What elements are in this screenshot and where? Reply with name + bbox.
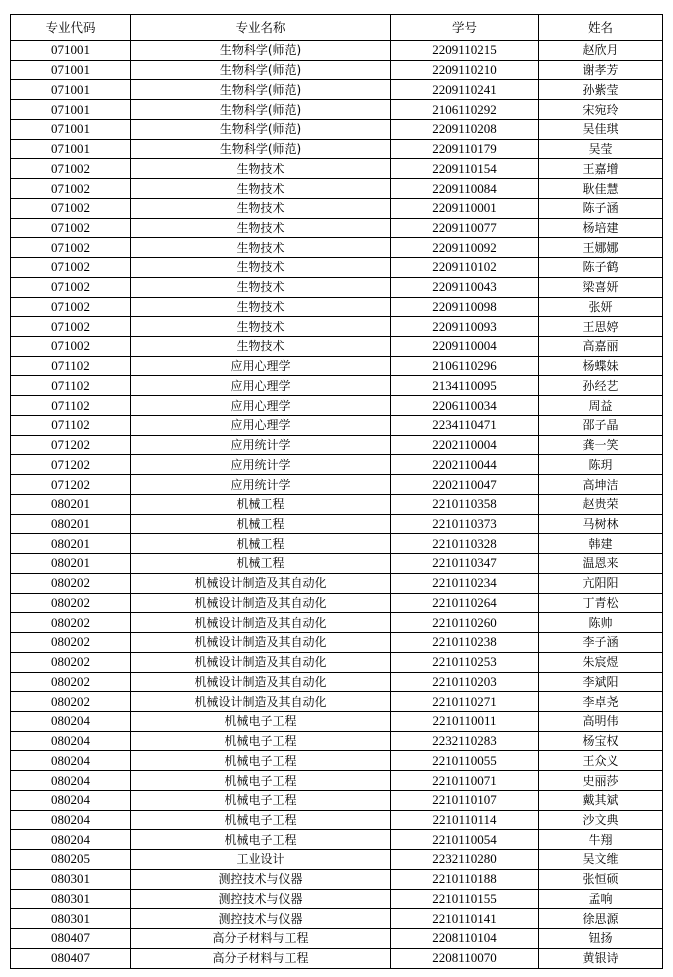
name-cell: 李卓尧 (539, 692, 663, 712)
major-code-cell: 071202 (11, 435, 131, 455)
major-name-cell: 机械设计制造及其自动化 (131, 633, 391, 653)
major-code-cell: 071102 (11, 356, 131, 376)
name-cell: 邵子晶 (539, 415, 663, 435)
major-name-cell: 测控技术与仪器 (131, 869, 391, 889)
major-code-cell: 071002 (11, 277, 131, 297)
student-id-cell: 2210110155 (391, 889, 539, 909)
major-name-cell: 高分子材料与工程 (131, 929, 391, 949)
student-id-cell: 2209110093 (391, 317, 539, 337)
student-id-cell: 2209110084 (391, 179, 539, 199)
major-code-cell: 080301 (11, 909, 131, 929)
student-id-cell: 2210110141 (391, 909, 539, 929)
major-name-cell: 生物技术 (131, 179, 391, 199)
major-code-cell: 080204 (11, 771, 131, 791)
table-row (11, 751, 663, 771)
student-id-cell: 2210110271 (391, 692, 539, 712)
student-id-cell: 2209110043 (391, 277, 539, 297)
major-name-cell: 机械电子工程 (131, 711, 391, 731)
table-row (11, 435, 663, 455)
name-cell: 马树林 (539, 514, 663, 534)
major-name-cell: 机械设计制造及其自动化 (131, 652, 391, 672)
table-row (11, 494, 663, 514)
name-cell: 亢阳阳 (539, 573, 663, 593)
major-code-cell: 071002 (11, 258, 131, 278)
major-name-cell: 应用统计学 (131, 475, 391, 495)
major-code-cell: 071002 (11, 159, 131, 179)
major-name-cell: 机械电子工程 (131, 771, 391, 791)
major-code-cell: 071001 (11, 100, 131, 120)
major-code-cell: 071002 (11, 238, 131, 258)
major-code-cell: 080407 (11, 929, 131, 949)
major-name-cell: 生物技术 (131, 198, 391, 218)
table-row (11, 317, 663, 337)
table-row (11, 198, 663, 218)
major-code-cell: 071002 (11, 317, 131, 337)
major-name-cell: 生物技术 (131, 317, 391, 337)
student-id-cell: 2208110104 (391, 929, 539, 949)
name-cell: 黄银诗 (539, 948, 663, 968)
name-cell: 耿佳慧 (539, 179, 663, 199)
student-id-cell: 2232110280 (391, 850, 539, 870)
student-id-cell: 2209110208 (391, 119, 539, 139)
table-row (11, 810, 663, 830)
table-row (11, 948, 663, 968)
major-name-cell: 机械电子工程 (131, 790, 391, 810)
major-code-cell: 080201 (11, 534, 131, 554)
major-name-cell: 生物技术 (131, 238, 391, 258)
major-code-cell: 080204 (11, 751, 131, 771)
major-code-cell: 071102 (11, 415, 131, 435)
major-name-cell: 机械工程 (131, 514, 391, 534)
student-id-cell: 2210110054 (391, 830, 539, 850)
major-code-cell: 080204 (11, 810, 131, 830)
student-id-cell: 2209110102 (391, 258, 539, 278)
major-name-cell: 机械设计制造及其自动化 (131, 573, 391, 593)
student-id-cell: 2209110179 (391, 139, 539, 159)
name-cell: 陈子鹤 (539, 258, 663, 278)
name-cell: 钮扬 (539, 929, 663, 949)
name-cell: 徐思源 (539, 909, 663, 929)
major-name-cell: 应用统计学 (131, 455, 391, 475)
major-code-cell: 080201 (11, 554, 131, 574)
student-id-cell: 2134110095 (391, 376, 539, 396)
major-code-cell: 071002 (11, 297, 131, 317)
table-row (11, 41, 663, 61)
student-id-cell: 2210110011 (391, 711, 539, 731)
table-body (11, 41, 663, 969)
major-name-cell: 应用心理学 (131, 396, 391, 416)
major-name-cell: 生物科学(师范) (131, 100, 391, 120)
table-row (11, 554, 663, 574)
major-code-cell: 071001 (11, 60, 131, 80)
table-row (11, 613, 663, 633)
header-row (11, 15, 663, 41)
major-code-cell: 071001 (11, 119, 131, 139)
name-cell: 王娜娜 (539, 238, 663, 258)
name-cell: 温恩来 (539, 554, 663, 574)
major-code-cell: 080202 (11, 672, 131, 692)
major-name-cell: 生物技术 (131, 258, 391, 278)
table-row (11, 692, 663, 712)
name-cell: 杨宝权 (539, 731, 663, 751)
header-name: 姓名 (539, 15, 663, 41)
table-row (11, 396, 663, 416)
table-row (11, 929, 663, 949)
student-id-cell: 2208110070 (391, 948, 539, 968)
major-name-cell: 生物科学(师范) (131, 139, 391, 159)
table-row (11, 159, 663, 179)
student-id-cell: 2209110098 (391, 297, 539, 317)
table-row (11, 534, 663, 554)
name-cell: 牛翔 (539, 830, 663, 850)
major-code-cell: 080204 (11, 731, 131, 751)
name-cell: 吴佳琪 (539, 119, 663, 139)
major-name-cell: 应用心理学 (131, 356, 391, 376)
major-code-cell: 080202 (11, 692, 131, 712)
major-code-cell: 071002 (11, 218, 131, 238)
student-list-table (10, 14, 663, 969)
student-id-cell: 2210110328 (391, 534, 539, 554)
header-major-code: 专业代码 (11, 15, 131, 41)
major-name-cell: 生物技术 (131, 218, 391, 238)
major-code-cell: 071202 (11, 475, 131, 495)
table-row (11, 356, 663, 376)
table-row (11, 277, 663, 297)
name-cell: 杨培建 (539, 218, 663, 238)
student-id-cell: 2209110215 (391, 41, 539, 61)
major-code-cell: 080204 (11, 790, 131, 810)
name-cell: 梁喜妍 (539, 277, 663, 297)
name-cell: 高明伟 (539, 711, 663, 731)
name-cell: 吴莹 (539, 139, 663, 159)
major-name-cell: 生物科学(师范) (131, 119, 391, 139)
name-cell: 王嘉增 (539, 159, 663, 179)
major-code-cell: 080201 (11, 494, 131, 514)
major-code-cell: 080201 (11, 514, 131, 534)
name-cell: 杨蝶妹 (539, 356, 663, 376)
name-cell: 陈帅 (539, 613, 663, 633)
student-id-cell: 2232110283 (391, 731, 539, 751)
student-id-cell: 2210110107 (391, 790, 539, 810)
name-cell: 孙紫莹 (539, 80, 663, 100)
major-name-cell: 机械设计制造及其自动化 (131, 692, 391, 712)
table-row (11, 850, 663, 870)
student-id-cell: 2209110001 (391, 198, 539, 218)
major-code-cell: 071202 (11, 455, 131, 475)
student-id-cell: 2210110264 (391, 593, 539, 613)
student-id-cell: 2210110234 (391, 573, 539, 593)
major-code-cell: 071002 (11, 337, 131, 357)
major-name-cell: 生物技术 (131, 297, 391, 317)
student-id-cell: 2210110238 (391, 633, 539, 653)
name-cell: 韩建 (539, 534, 663, 554)
table-row (11, 60, 663, 80)
table-row (11, 258, 663, 278)
table-row (11, 297, 663, 317)
major-name-cell: 高分子材料与工程 (131, 948, 391, 968)
student-id-cell: 2106110296 (391, 356, 539, 376)
name-cell: 周益 (539, 396, 663, 416)
name-cell: 李斌阳 (539, 672, 663, 692)
major-code-cell: 071102 (11, 376, 131, 396)
table-row (11, 711, 663, 731)
major-code-cell: 080202 (11, 593, 131, 613)
student-id-cell: 2209110154 (391, 159, 539, 179)
table-row (11, 652, 663, 672)
major-code-cell: 080205 (11, 850, 131, 870)
major-code-cell: 080202 (11, 633, 131, 653)
student-id-cell: 2209110004 (391, 337, 539, 357)
student-id-cell: 2206110034 (391, 396, 539, 416)
name-cell: 孙经艺 (539, 376, 663, 396)
table-row (11, 771, 663, 791)
name-cell: 宋宛玲 (539, 100, 663, 120)
name-cell: 孟响 (539, 889, 663, 909)
student-id-cell: 2209110210 (391, 60, 539, 80)
major-name-cell: 工业设计 (131, 850, 391, 870)
major-name-cell: 生物技术 (131, 337, 391, 357)
name-cell: 戴其斌 (539, 790, 663, 810)
student-id-cell: 2234110471 (391, 415, 539, 435)
name-cell: 谢孝芳 (539, 60, 663, 80)
major-name-cell: 应用心理学 (131, 376, 391, 396)
student-id-cell: 2210110260 (391, 613, 539, 633)
table-row (11, 376, 663, 396)
student-id-cell: 2210110373 (391, 514, 539, 534)
name-cell: 沙文典 (539, 810, 663, 830)
major-code-cell: 071001 (11, 41, 131, 61)
student-id-cell: 2210110114 (391, 810, 539, 830)
major-name-cell: 机械工程 (131, 494, 391, 514)
major-name-cell: 机械电子工程 (131, 830, 391, 850)
student-id-cell: 2202110044 (391, 455, 539, 475)
major-name-cell: 机械工程 (131, 534, 391, 554)
table-row (11, 337, 663, 357)
student-id-cell: 2210110358 (391, 494, 539, 514)
student-id-cell: 2106110292 (391, 100, 539, 120)
header-major-name: 专业名称 (131, 15, 391, 41)
name-cell: 高嘉丽 (539, 337, 663, 357)
major-name-cell: 应用统计学 (131, 435, 391, 455)
table-row (11, 830, 663, 850)
major-name-cell: 生物科学(师范) (131, 60, 391, 80)
table-row (11, 731, 663, 751)
student-id-cell: 2209110241 (391, 80, 539, 100)
name-cell: 陈玥 (539, 455, 663, 475)
student-id-cell: 2210110188 (391, 869, 539, 889)
name-cell: 龚一笑 (539, 435, 663, 455)
major-name-cell: 测控技术与仪器 (131, 889, 391, 909)
major-code-cell: 071102 (11, 396, 131, 416)
table-row (11, 455, 663, 475)
table-row (11, 475, 663, 495)
table-row (11, 179, 663, 199)
table-row (11, 100, 663, 120)
major-code-cell: 071002 (11, 179, 131, 199)
major-name-cell: 应用心理学 (131, 415, 391, 435)
name-cell: 赵贵荣 (539, 494, 663, 514)
table-row (11, 119, 663, 139)
name-cell: 张妍 (539, 297, 663, 317)
major-code-cell: 071001 (11, 80, 131, 100)
major-name-cell: 机械电子工程 (131, 810, 391, 830)
name-cell: 丁青松 (539, 593, 663, 613)
name-cell: 史丽莎 (539, 771, 663, 791)
major-name-cell: 生物科学(师范) (131, 41, 391, 61)
student-id-cell: 2210110347 (391, 554, 539, 574)
major-name-cell: 机械设计制造及其自动化 (131, 593, 391, 613)
major-code-cell: 080301 (11, 889, 131, 909)
name-cell: 朱宸煜 (539, 652, 663, 672)
major-code-cell: 080204 (11, 711, 131, 731)
major-code-cell: 080202 (11, 652, 131, 672)
major-name-cell: 生物技术 (131, 159, 391, 179)
table-row (11, 889, 663, 909)
name-cell: 高坤洁 (539, 475, 663, 495)
header-student-id: 学号 (391, 15, 539, 41)
major-code-cell: 080407 (11, 948, 131, 968)
name-cell: 吴文维 (539, 850, 663, 870)
major-code-cell: 080202 (11, 613, 131, 633)
student-id-cell: 2209110092 (391, 238, 539, 258)
table-row (11, 672, 663, 692)
table-row (11, 238, 663, 258)
student-id-cell: 2210110071 (391, 771, 539, 791)
major-name-cell: 机械设计制造及其自动化 (131, 613, 391, 633)
major-name-cell: 生物技术 (131, 277, 391, 297)
major-name-cell: 机械电子工程 (131, 751, 391, 771)
student-id-cell: 2210110253 (391, 652, 539, 672)
major-name-cell: 机械工程 (131, 554, 391, 574)
table-row (11, 593, 663, 613)
major-name-cell: 生物科学(师范) (131, 80, 391, 100)
name-cell: 王思婷 (539, 317, 663, 337)
name-cell: 陈子涵 (539, 198, 663, 218)
student-id-cell: 2210110055 (391, 751, 539, 771)
major-name-cell: 机械电子工程 (131, 731, 391, 751)
student-id-cell: 2210110203 (391, 672, 539, 692)
major-code-cell: 080301 (11, 869, 131, 889)
major-code-cell: 080202 (11, 573, 131, 593)
table-row (11, 573, 663, 593)
student-id-cell: 2209110077 (391, 218, 539, 238)
table-row (11, 869, 663, 889)
table-row (11, 790, 663, 810)
name-cell: 王众义 (539, 751, 663, 771)
name-cell: 赵欣月 (539, 41, 663, 61)
table-row (11, 633, 663, 653)
major-code-cell: 071002 (11, 198, 131, 218)
table-row (11, 415, 663, 435)
major-code-cell: 080204 (11, 830, 131, 850)
table-row (11, 514, 663, 534)
name-cell: 李子涵 (539, 633, 663, 653)
table-row (11, 909, 663, 929)
table-row (11, 139, 663, 159)
table-row (11, 218, 663, 238)
student-id-cell: 2202110004 (391, 435, 539, 455)
name-cell: 张恒硕 (539, 869, 663, 889)
major-code-cell: 071001 (11, 139, 131, 159)
major-name-cell: 机械设计制造及其自动化 (131, 672, 391, 692)
major-name-cell: 测控技术与仪器 (131, 909, 391, 929)
table-row (11, 80, 663, 100)
student-id-cell: 2202110047 (391, 475, 539, 495)
